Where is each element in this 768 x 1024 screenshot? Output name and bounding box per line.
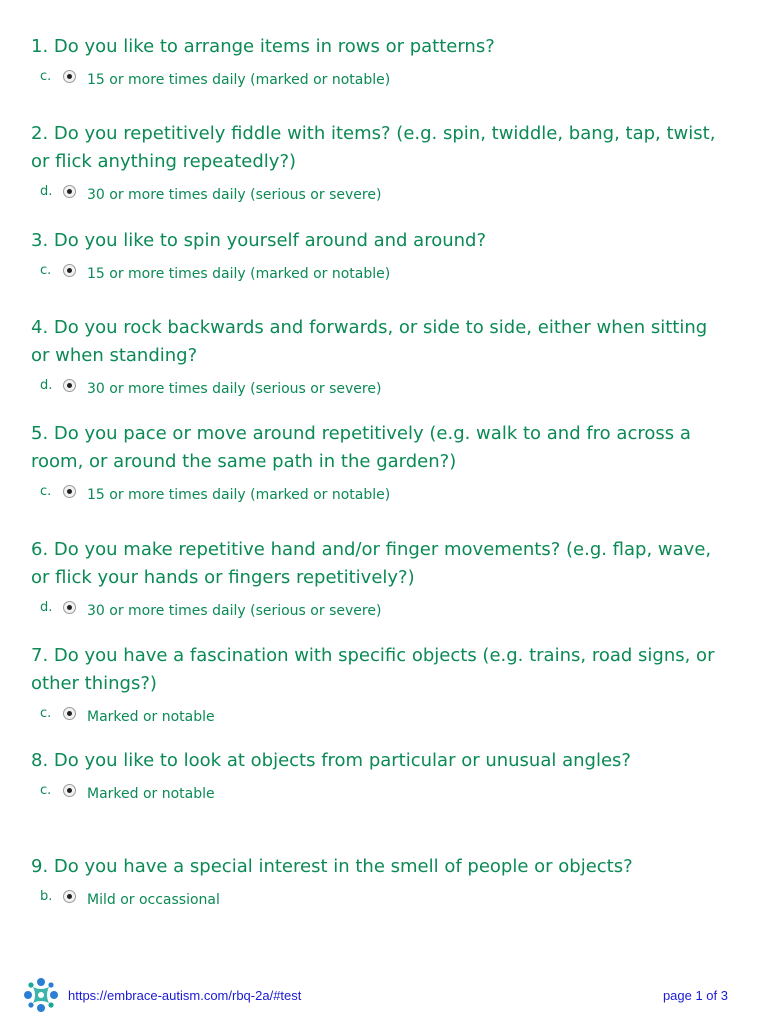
- question-text: 5. Do you pace or move around repetitively (e.g. walk to and fro across a room, or around the same path in the garden?): [31, 423, 691, 472]
- answer-label: 15 or more times daily (marked or notable): [87, 72, 391, 88]
- question-5: [31, 420, 721, 508]
- radio-selected-icon[interactable]: [63, 784, 76, 797]
- answer-label: Mild or occassional: [87, 892, 220, 908]
- footer-url-link[interactable]: https://embrace-autism.com/rbq-2a/#test: [68, 988, 302, 1003]
- question-2: [31, 120, 721, 208]
- radio-selected-icon[interactable]: [63, 890, 76, 903]
- radio-selected-icon[interactable]: [63, 601, 76, 614]
- answer-option: [31, 600, 721, 624]
- question-1: [31, 33, 721, 93]
- answer-letter: b.: [40, 889, 53, 904]
- page-number: page 1 of 3: [662, 988, 728, 1003]
- answer-label: 30 or more times daily (serious or severe): [87, 603, 382, 619]
- question-text: 3. Do you like to spin yourself around and around?: [31, 230, 487, 251]
- question-3: [31, 227, 721, 287]
- answer-option: [31, 378, 721, 402]
- question-8: [31, 747, 721, 807]
- answer-letter: c.: [40, 69, 52, 84]
- question-text: 6. Do you make repetitive hand and/or finger movements? (e.g. flap, wave, or flick your hands or fingers repetitively?): [31, 539, 712, 588]
- question-text: 9. Do you have a special interest in the smell of people or objects?: [31, 856, 633, 877]
- answer-label: 30 or more times daily (serious or severe): [87, 381, 382, 397]
- answer-label: Marked or notable: [87, 709, 215, 725]
- embrace-autism-logo-icon: [22, 976, 60, 1014]
- answer-letter: d.: [40, 184, 53, 199]
- answer-option: [31, 69, 721, 93]
- answer-option: [31, 484, 721, 508]
- question-text: 8. Do you like to look at objects from particular or unusual angles?: [31, 750, 631, 771]
- answer-option: [31, 263, 721, 287]
- answer-label: Marked or notable: [87, 786, 215, 802]
- answer-letter: c.: [40, 783, 52, 798]
- question-text: 2. Do you repetitively fiddle with items? (e.g. spin, twiddle, bang, tap, twist, or flick anything repeatedly?): [31, 123, 716, 172]
- page-footer: [0, 974, 768, 1018]
- answer-letter: d.: [40, 600, 53, 615]
- radio-selected-icon[interactable]: [63, 707, 76, 720]
- question-7: [31, 642, 721, 730]
- answer-label: 15 or more times daily (marked or notable): [87, 266, 391, 282]
- answer-option: [31, 184, 721, 208]
- answer-letter: c.: [40, 263, 52, 278]
- answer-letter: d.: [40, 378, 53, 393]
- radio-selected-icon[interactable]: [63, 379, 76, 392]
- question-9: [31, 853, 721, 913]
- answer-option: [31, 889, 721, 913]
- answer-option: [31, 783, 721, 807]
- answer-label: 30 or more times daily (serious or severe): [87, 187, 382, 203]
- question-4: [31, 314, 721, 402]
- radio-selected-icon[interactable]: [63, 70, 76, 83]
- question-text: 7. Do you have a fascination with specific objects (e.g. trains, road signs, or other things?): [31, 645, 715, 694]
- radio-selected-icon[interactable]: [63, 485, 76, 498]
- radio-selected-icon[interactable]: [63, 185, 76, 198]
- answer-letter: c.: [40, 484, 52, 499]
- question-text: 4. Do you rock backwards and forwards, or side to side, either when sitting or when standing?: [31, 317, 708, 366]
- question-6: [31, 536, 721, 624]
- radio-selected-icon[interactable]: [63, 264, 76, 277]
- answer-label: 15 or more times daily (marked or notable): [87, 487, 391, 503]
- question-text: 1. Do you like to arrange items in rows or patterns?: [31, 36, 495, 57]
- answer-option: [31, 706, 721, 730]
- answer-letter: c.: [40, 706, 52, 721]
